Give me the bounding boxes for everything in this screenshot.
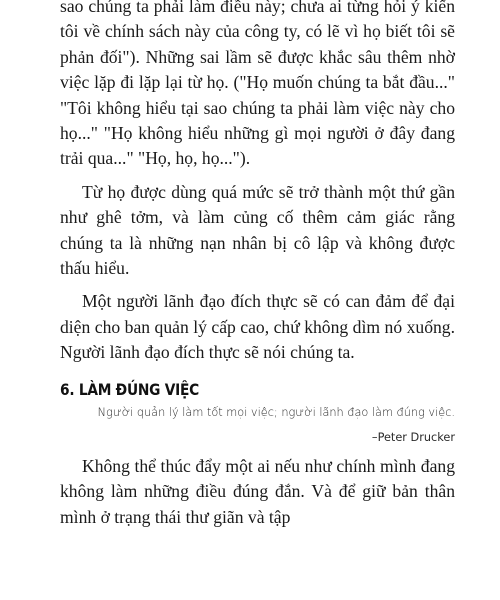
paragraph-continuation: sao chúng ta phải làm điều này; chưa ai từng hỏi ý kiến tôi về chính sách này của công ty, có lẽ vì họ biết tôi sẽ phản đối"). Những sai lầm sẽ được khắc sâu thêm nhờ việc lặp đi lặp lại từ họ. ("Họ muốn chúng ta bắt đầu..." "Tôi không hiểu tại sao chúng ta phải làm việc này cho họ..." "Họ không hiểu những gì mọi người ở đây đang trải qua..." "Họ, họ, họ..."). [60, 0, 455, 169]
paragraph-overused-they: Từ họ được dùng quá mức sẽ trở thành một thứ gần như ghê tởm, và làm củng cố thêm cảm giác rằng chúng ta là những nạn nhân bị cô lập và không được thấu hiểu. [60, 181, 455, 279]
book-page [60, 0, 455, 530]
paragraph-motivation: Không thể thúc đẩy một ai nếu như chính mình đang không làm những điều đúng đắn. Và để giữ bản thân mình ở trạng thái thư giãn và tập [60, 455, 455, 527]
epigraph-attribution: –Peter Drucker [371, 430, 455, 444]
body-text-bottom [60, 454, 455, 530]
paragraph-true-leader: Một người lãnh đạo đích thực sẽ có can đảm để đại diện cho ban quản lý cấp cao, chứ không dìm nó xuống. Người lãnh đạo đích thực sẽ nói chúng ta. [60, 291, 455, 363]
section-heading: 6. LÀM ĐÚNG VIỆC [60, 379, 199, 399]
body-text-top [60, 0, 455, 366]
epigraph-quote: Người quản lý làm tốt mọi việc; người lãnh đạo làm đúng việc. [97, 405, 455, 419]
